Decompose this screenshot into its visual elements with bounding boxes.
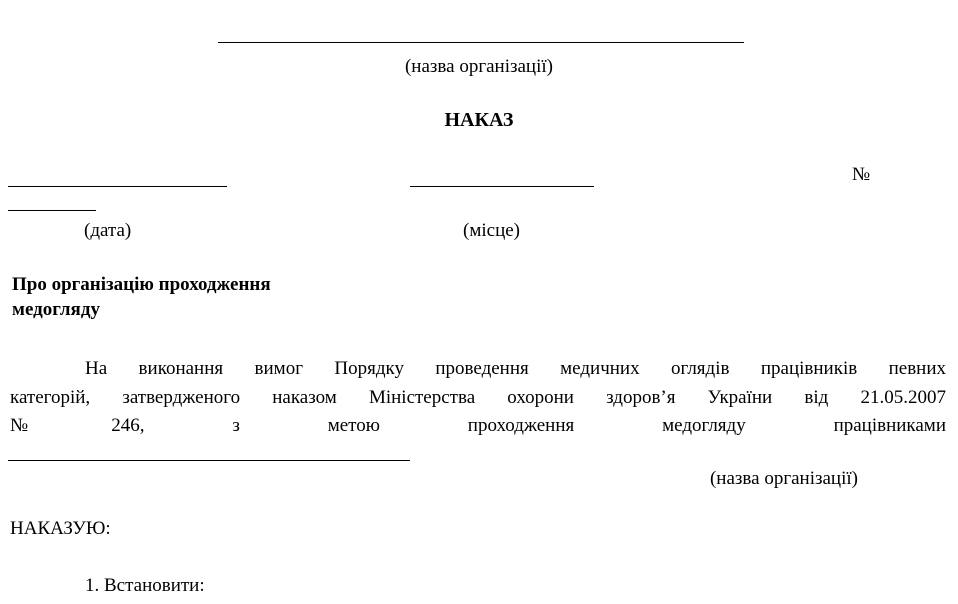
date-blank-line (8, 186, 227, 187)
body-line-1: На виконання вимог Порядку проведення медичних оглядів працівників певних (85, 358, 946, 379)
body-line-2: категорій, затвердженого наказом Міністерства охорони здоров’я України від 21.05.2007 (10, 386, 946, 408)
place-blank-line (410, 186, 594, 187)
number-label: № (852, 164, 871, 185)
org-name-blank-line (218, 42, 744, 43)
org-name-caption: (назва організації) (404, 56, 553, 77)
subject-heading (12, 272, 432, 322)
order-verb: НАКАЗУЮ: (10, 518, 111, 539)
body-paragraph (10, 355, 946, 441)
org-name-blank-line-2 (8, 460, 410, 461)
place-caption: (місце) (463, 220, 520, 241)
order-item-1: 1. Встановити: (85, 575, 205, 596)
date-caption: (дата) (84, 220, 132, 241)
body-line-3: №246, з метою проходження медогляду працівниками (10, 415, 946, 436)
subject-line-1: Про організацію проходження (12, 274, 271, 295)
document-title: НАКАЗ (444, 109, 514, 131)
subject-line-2: медогляду (12, 299, 100, 320)
number-blank-line (8, 210, 96, 211)
org-name-caption-2: (назва організації) (709, 468, 858, 489)
